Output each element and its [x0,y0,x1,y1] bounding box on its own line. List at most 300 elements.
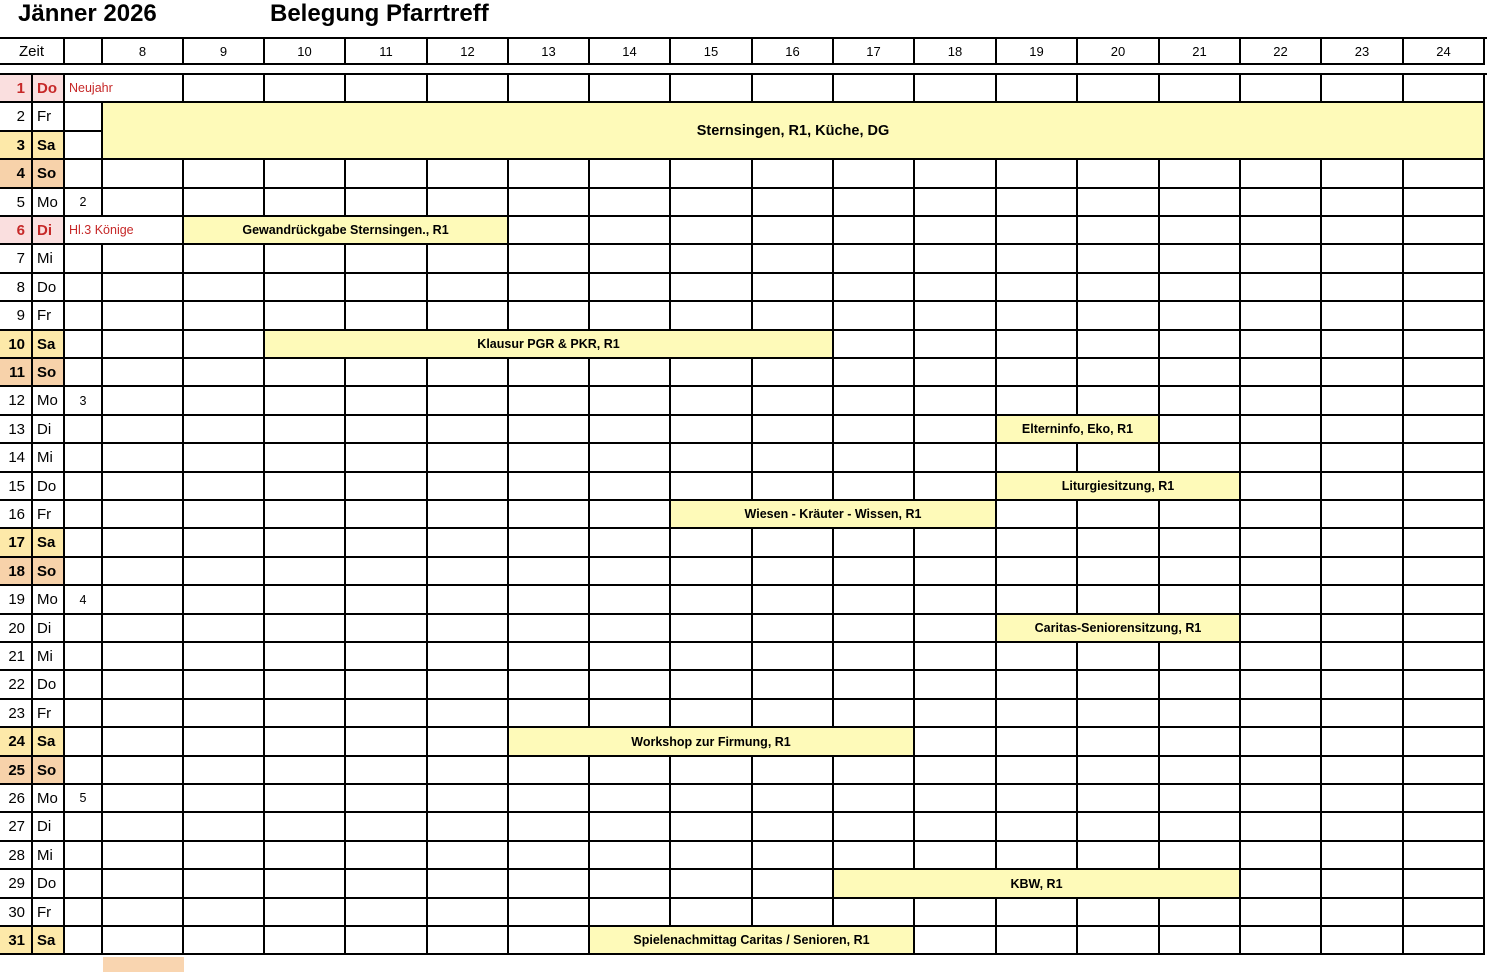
hour-slot[interactable] [997,217,1078,245]
hour-slot[interactable] [1241,728,1322,757]
hour-slot[interactable] [1404,899,1485,927]
hour-slot[interactable] [671,444,753,473]
hour-slot[interactable] [997,586,1078,615]
hour-slot[interactable] [265,359,346,387]
hour-slot[interactable] [428,615,509,643]
hour-slot[interactable] [997,245,1078,274]
hour-slot[interactable] [265,160,346,189]
hour-slot[interactable] [184,75,265,103]
hour-slot[interactable] [997,529,1078,558]
hour-slot[interactable] [1322,870,1404,899]
booking-event[interactable]: Spielenachmittag Caritas / Senioren, R1 [590,927,915,955]
hour-slot[interactable] [1404,473,1485,501]
hour-slot[interactable] [265,558,346,586]
hour-slot[interactable] [509,757,590,785]
booking-event[interactable]: Workshop zur Firmung, R1 [509,728,915,757]
hour-slot[interactable] [1078,785,1160,813]
hour-slot[interactable] [753,302,834,331]
hour-slot[interactable] [509,558,590,586]
hour-slot[interactable] [915,245,997,274]
hour-slot[interactable] [915,473,997,501]
hour-slot[interactable] [428,416,509,444]
hour-slot[interactable] [671,160,753,189]
hour-slot[interactable] [1160,160,1241,189]
hour-slot[interactable] [997,785,1078,813]
hour-slot[interactable] [915,643,997,671]
hour-slot[interactable] [590,217,671,245]
hour-slot[interactable] [346,529,428,558]
hour-slot[interactable] [1241,302,1322,331]
hour-slot[interactable] [834,274,915,302]
hour-slot[interactable] [346,359,428,387]
hour-slot[interactable] [1322,728,1404,757]
hour-slot[interactable] [1241,416,1322,444]
hour-slot[interactable] [915,75,997,103]
hour-slot[interactable] [834,757,915,785]
hour-slot[interactable] [590,444,671,473]
hour-slot[interactable] [1404,870,1485,899]
hour-slot[interactable] [997,728,1078,757]
hour-slot[interactable] [103,728,184,757]
hour-slot[interactable] [1322,842,1404,870]
hour-slot[interactable] [997,302,1078,331]
hour-slot[interactable] [1241,359,1322,387]
hour-slot[interactable] [1160,302,1241,331]
hour-slot[interactable] [509,160,590,189]
hour-slot[interactable] [1241,558,1322,586]
hour-slot[interactable] [346,870,428,899]
hour-slot[interactable] [184,700,265,728]
hour-slot[interactable] [753,757,834,785]
hour-slot[interactable] [346,160,428,189]
hour-slot[interactable] [184,842,265,870]
hour-slot[interactable] [1241,331,1322,359]
hour-slot[interactable] [671,643,753,671]
hour-slot[interactable] [346,473,428,501]
hour-slot[interactable] [753,387,834,416]
hour-slot[interactable] [184,416,265,444]
hour-slot[interactable] [997,274,1078,302]
hour-slot[interactable] [1404,586,1485,615]
hour-slot[interactable] [346,671,428,700]
hour-slot[interactable] [265,700,346,728]
hour-slot[interactable] [1241,75,1322,103]
hour-slot[interactable] [915,302,997,331]
hour-slot[interactable] [346,444,428,473]
hour-slot[interactable] [346,245,428,274]
hour-slot[interactable] [834,245,915,274]
hour-slot[interactable] [1160,700,1241,728]
hour-slot[interactable] [265,189,346,217]
hour-slot[interactable] [1078,359,1160,387]
hour-slot[interactable] [428,189,509,217]
hour-slot[interactable] [590,757,671,785]
hour-slot[interactable] [1322,331,1404,359]
hour-slot[interactable] [915,359,997,387]
hour-slot[interactable] [671,757,753,785]
hour-slot[interactable] [834,302,915,331]
hour-slot[interactable] [103,757,184,785]
hour-slot[interactable] [834,842,915,870]
hour-slot[interactable] [509,842,590,870]
hour-slot[interactable] [590,416,671,444]
hour-slot[interactable] [753,558,834,586]
hour-slot[interactable] [346,387,428,416]
hour-slot[interactable] [997,189,1078,217]
hour-slot[interactable] [1241,501,1322,529]
hour-slot[interactable] [997,160,1078,189]
hour-slot[interactable] [671,75,753,103]
hour-slot[interactable] [509,671,590,700]
hour-slot[interactable] [1160,899,1241,927]
hour-slot[interactable] [915,899,997,927]
hour-slot[interactable] [590,899,671,927]
hour-slot[interactable] [1078,558,1160,586]
hour-slot[interactable] [1322,671,1404,700]
hour-slot[interactable] [184,813,265,842]
hour-slot[interactable] [428,643,509,671]
hour-slot[interactable] [915,728,997,757]
hour-slot[interactable] [1322,529,1404,558]
hour-slot[interactable] [1404,615,1485,643]
hour-slot[interactable] [590,529,671,558]
hour-slot[interactable] [103,331,184,359]
hour-slot[interactable] [103,274,184,302]
hour-slot[interactable] [834,813,915,842]
hour-slot[interactable] [1322,700,1404,728]
hour-slot[interactable] [103,700,184,728]
hour-slot[interactable] [1404,189,1485,217]
hour-slot[interactable] [103,558,184,586]
hour-slot[interactable] [834,160,915,189]
hour-slot[interactable] [753,75,834,103]
hour-slot[interactable] [265,615,346,643]
hour-slot[interactable] [997,671,1078,700]
hour-slot[interactable] [428,785,509,813]
hour-slot[interactable] [509,501,590,529]
booking-event[interactable]: Sternsingen, R1, Küche, DG [103,103,1485,160]
hour-slot[interactable] [671,217,753,245]
hour-slot[interactable] [997,842,1078,870]
hour-slot[interactable] [1404,643,1485,671]
hour-slot[interactable] [915,331,997,359]
hour-slot[interactable] [1404,274,1485,302]
hour-slot[interactable] [671,274,753,302]
hour-slot[interactable] [103,899,184,927]
hour-slot[interactable] [184,671,265,700]
hour-slot[interactable] [753,473,834,501]
hour-slot[interactable] [346,615,428,643]
hour-slot[interactable] [1078,899,1160,927]
hour-slot[interactable] [1160,189,1241,217]
hour-slot[interactable] [915,387,997,416]
hour-slot[interactable] [265,870,346,899]
hour-slot[interactable] [1078,700,1160,728]
hour-slot[interactable] [753,643,834,671]
hour-slot[interactable] [509,75,590,103]
hour-slot[interactable] [590,245,671,274]
hour-slot[interactable] [997,331,1078,359]
hour-slot[interactable] [184,189,265,217]
hour-slot[interactable] [1160,387,1241,416]
hour-slot[interactable] [834,75,915,103]
hour-slot[interactable] [103,473,184,501]
hour-slot[interactable] [834,615,915,643]
hour-slot[interactable] [265,643,346,671]
hour-slot[interactable] [590,785,671,813]
hour-slot[interactable] [671,359,753,387]
hour-slot[interactable] [997,75,1078,103]
hour-slot[interactable] [671,700,753,728]
hour-slot[interactable] [428,387,509,416]
hour-slot[interactable] [1241,387,1322,416]
hour-slot[interactable] [184,359,265,387]
hour-slot[interactable] [265,501,346,529]
hour-slot[interactable] [1404,757,1485,785]
hour-slot[interactable] [1078,189,1160,217]
hour-slot[interactable] [1404,501,1485,529]
hour-slot[interactable] [1404,813,1485,842]
hour-slot[interactable] [997,558,1078,586]
hour-slot[interactable] [428,870,509,899]
hour-slot[interactable] [346,586,428,615]
hour-slot[interactable] [346,700,428,728]
hour-slot[interactable] [103,643,184,671]
hour-slot[interactable] [1322,586,1404,615]
hour-slot[interactable] [753,813,834,842]
hour-slot[interactable] [509,416,590,444]
hour-slot[interactable] [1404,359,1485,387]
hour-slot[interactable] [509,615,590,643]
hour-slot[interactable] [834,359,915,387]
hour-slot[interactable] [834,189,915,217]
hour-slot[interactable] [346,899,428,927]
hour-slot[interactable] [915,189,997,217]
hour-slot[interactable] [997,444,1078,473]
hour-slot[interactable] [753,416,834,444]
hour-slot[interactable] [1078,643,1160,671]
hour-slot[interactable] [1322,217,1404,245]
hour-slot[interactable] [1160,757,1241,785]
hour-slot[interactable] [1078,842,1160,870]
hour-slot[interactable] [509,387,590,416]
hour-slot[interactable] [509,189,590,217]
hour-slot[interactable] [1160,529,1241,558]
hour-slot[interactable] [1322,473,1404,501]
hour-slot[interactable] [1241,700,1322,728]
hour-slot[interactable] [1241,245,1322,274]
hour-slot[interactable] [1322,615,1404,643]
hour-slot[interactable] [753,359,834,387]
hour-slot[interactable] [1160,75,1241,103]
hour-slot[interactable] [671,387,753,416]
hour-slot[interactable] [1322,927,1404,955]
hour-slot[interactable] [428,160,509,189]
hour-slot[interactable] [265,302,346,331]
hour-slot[interactable] [997,700,1078,728]
hour-slot[interactable] [1322,359,1404,387]
booking-event[interactable]: Elterninfo, Eko, R1 [997,416,1160,444]
hour-slot[interactable] [1404,842,1485,870]
hour-slot[interactable] [1078,501,1160,529]
hour-slot[interactable] [915,842,997,870]
hour-slot[interactable] [1160,643,1241,671]
hour-slot[interactable] [509,586,590,615]
hour-slot[interactable] [1160,785,1241,813]
hour-slot[interactable] [184,387,265,416]
hour-slot[interactable] [346,274,428,302]
hour-slot[interactable] [428,245,509,274]
hour-slot[interactable] [428,302,509,331]
hour-slot[interactable] [184,757,265,785]
hour-slot[interactable] [1404,387,1485,416]
hour-slot[interactable] [103,870,184,899]
hour-slot[interactable] [997,757,1078,785]
hour-slot[interactable] [1241,813,1322,842]
hour-slot[interactable] [1322,899,1404,927]
hour-slot[interactable] [346,302,428,331]
hour-slot[interactable] [915,160,997,189]
hour-slot[interactable] [1322,245,1404,274]
hour-slot[interactable] [1078,927,1160,955]
hour-slot[interactable] [428,586,509,615]
hour-slot[interactable] [428,671,509,700]
hour-slot[interactable] [346,416,428,444]
hour-slot[interactable] [265,387,346,416]
hour-slot[interactable] [671,189,753,217]
hour-slot[interactable] [997,899,1078,927]
hour-slot[interactable] [834,643,915,671]
hour-slot[interactable] [509,274,590,302]
hour-slot[interactable] [428,927,509,955]
hour-slot[interactable] [265,927,346,955]
hour-slot[interactable] [1322,501,1404,529]
hour-slot[interactable] [1078,813,1160,842]
booking-event[interactable]: Gewandrückgabe Sternsingen., R1 [184,217,509,245]
hour-slot[interactable] [346,842,428,870]
booking-event[interactable]: Liturgiesitzung, R1 [997,473,1241,501]
hour-slot[interactable] [103,189,184,217]
hour-slot[interactable] [184,501,265,529]
hour-slot[interactable] [915,813,997,842]
hour-slot[interactable] [103,501,184,529]
hour-slot[interactable] [265,813,346,842]
hour-slot[interactable] [103,245,184,274]
booking-event[interactable]: Caritas-Seniorensitzung, R1 [997,615,1241,643]
hour-slot[interactable] [184,331,265,359]
hour-slot[interactable] [1241,643,1322,671]
hour-slot[interactable] [753,274,834,302]
hour-slot[interactable] [834,785,915,813]
hour-slot[interactable] [1160,331,1241,359]
hour-slot[interactable] [834,473,915,501]
hour-slot[interactable] [1078,387,1160,416]
hour-slot[interactable] [509,785,590,813]
hour-slot[interactable] [103,615,184,643]
hour-slot[interactable] [1078,302,1160,331]
hour-slot[interactable] [1404,785,1485,813]
hour-slot[interactable] [103,586,184,615]
hour-slot[interactable] [590,643,671,671]
hour-slot[interactable] [1160,444,1241,473]
hour-slot[interactable] [1241,870,1322,899]
hour-slot[interactable] [1404,75,1485,103]
hour-slot[interactable] [103,813,184,842]
booking-event[interactable]: Klausur PGR & PKR, R1 [265,331,834,359]
hour-slot[interactable] [1078,245,1160,274]
hour-slot[interactable] [590,160,671,189]
hour-slot[interactable] [265,785,346,813]
hour-slot[interactable] [1322,274,1404,302]
hour-slot[interactable] [509,927,590,955]
hour-slot[interactable] [671,899,753,927]
hour-slot[interactable] [915,757,997,785]
hour-slot[interactable] [428,359,509,387]
hour-slot[interactable] [1160,728,1241,757]
hour-slot[interactable] [265,671,346,700]
hour-slot[interactable] [184,586,265,615]
hour-slot[interactable] [753,842,834,870]
hour-slot[interactable] [997,813,1078,842]
hour-slot[interactable] [509,217,590,245]
hour-slot[interactable] [1078,160,1160,189]
hour-slot[interactable] [590,387,671,416]
hour-slot[interactable] [753,217,834,245]
hour-slot[interactable] [1241,927,1322,955]
hour-slot[interactable] [428,842,509,870]
hour-slot[interactable] [915,785,997,813]
hour-slot[interactable] [590,870,671,899]
hour-slot[interactable] [346,728,428,757]
hour-slot[interactable] [671,785,753,813]
hour-slot[interactable] [834,217,915,245]
hour-slot[interactable] [346,643,428,671]
hour-slot[interactable] [103,842,184,870]
hour-slot[interactable] [671,473,753,501]
hour-slot[interactable] [184,785,265,813]
hour-slot[interactable] [834,899,915,927]
hour-slot[interactable] [753,586,834,615]
hour-slot[interactable] [753,245,834,274]
hour-slot[interactable] [346,757,428,785]
hour-slot[interactable] [1078,274,1160,302]
hour-slot[interactable] [915,671,997,700]
hour-slot[interactable] [265,416,346,444]
hour-slot[interactable] [184,615,265,643]
hour-slot[interactable] [590,75,671,103]
hour-slot[interactable] [428,757,509,785]
hour-slot[interactable] [509,899,590,927]
hour-slot[interactable] [1404,444,1485,473]
hour-slot[interactable] [184,643,265,671]
hour-slot[interactable] [509,245,590,274]
hour-slot[interactable] [753,160,834,189]
hour-slot[interactable] [509,643,590,671]
hour-slot[interactable] [428,558,509,586]
hour-slot[interactable] [346,813,428,842]
hour-slot[interactable] [834,700,915,728]
hour-slot[interactable] [834,558,915,586]
hour-slot[interactable] [184,728,265,757]
hour-slot[interactable] [1404,558,1485,586]
hour-slot[interactable] [1322,444,1404,473]
hour-slot[interactable] [346,189,428,217]
hour-slot[interactable] [509,813,590,842]
hour-slot[interactable] [1160,813,1241,842]
hour-slot[interactable] [753,444,834,473]
hour-slot[interactable] [1241,615,1322,643]
hour-slot[interactable] [834,444,915,473]
